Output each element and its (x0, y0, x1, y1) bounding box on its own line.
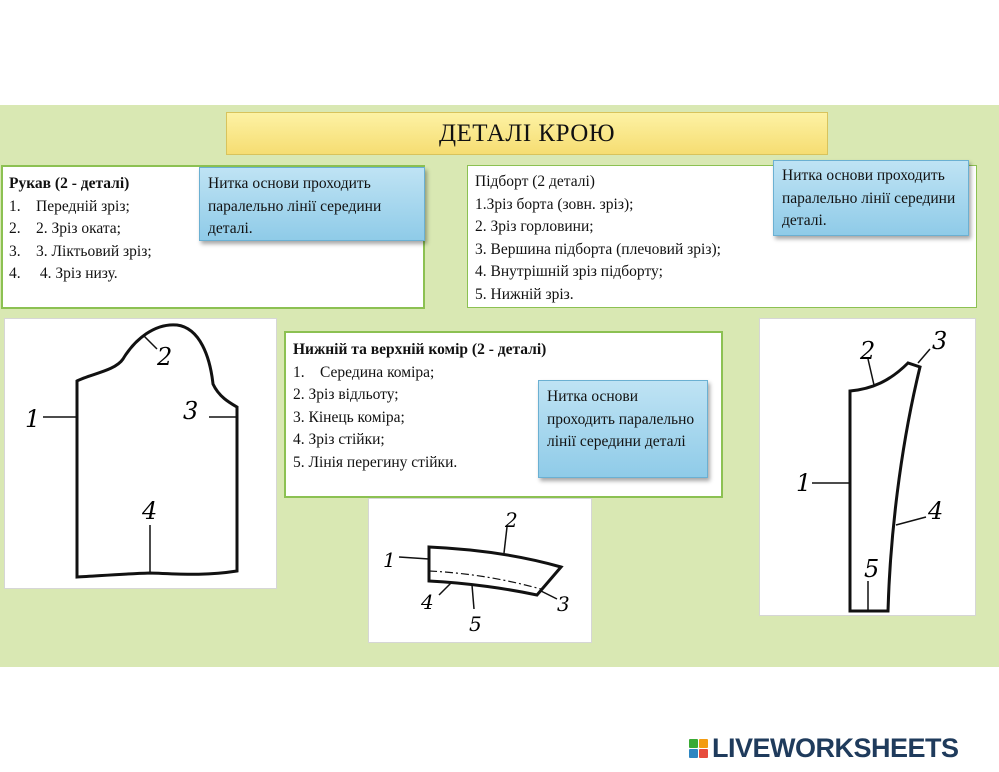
collar-label-3: 3 (557, 592, 570, 616)
sleeve-header: Рукав (2 - деталі) (9, 175, 130, 192)
facing-label-1: 1 (796, 469, 812, 497)
facing-label-4: 4 (928, 497, 944, 525)
list-item: 4. Внутрішній зріз підборту; (475, 263, 663, 280)
sleeve-label-4: 4 (142, 497, 158, 525)
sleeve-label-2: 2 (157, 343, 173, 371)
facing-header: Підборт (2 деталі) (475, 173, 595, 190)
collar-header: Нижній та верхній комір (2 - деталі) (293, 341, 547, 358)
facing-label-2: 2 (860, 337, 876, 365)
list-item: 4. Зріз стійки; (293, 431, 385, 448)
facing-label-5: 5 (864, 555, 880, 583)
logo-icon (689, 739, 708, 758)
list-item: 3. Вершина підборта (плечовий зріз); (475, 240, 721, 258)
logo-text: LIVEWORKSHEETS (712, 732, 959, 763)
list-item: 5. Нижній зріз. (475, 285, 574, 303)
facing-pattern-figure (759, 318, 976, 616)
collar-pattern-figure (368, 498, 592, 643)
collar-label-1: 1 (383, 548, 396, 572)
collar-label-4: 4 (421, 590, 434, 614)
list-item: 1. Середина коміра; (293, 363, 435, 381)
list-item: 2. 2. Зріз оката; (9, 220, 121, 237)
collar-grain-note: Нитка основи проходить паралельно лінії середини деталі (538, 380, 708, 478)
facing-label-3: 3 (932, 327, 948, 355)
list-item: 5. Лінія перегину стійки. (293, 453, 458, 471)
page-title: ДЕТАЛІ КРОЮ (226, 112, 828, 155)
list-item: 1.Зріз борта (зовн. зріз); (475, 195, 634, 213)
list-item: 2. Зріз горловини; (475, 218, 594, 235)
list-item: 1. Передній зріз; (9, 197, 130, 215)
sleeve-pattern-figure (4, 318, 277, 589)
collar-label-5: 5 (469, 612, 482, 636)
facing-outline (850, 363, 920, 611)
sleeve-grain-note: Нитка основи проходить паралельно лінії середини деталі. (199, 167, 425, 241)
sleeve-label-1: 1 (25, 405, 41, 433)
sleeve-label-3: 3 (183, 397, 199, 425)
list-item: 4. 4. Зріз низу. (9, 265, 118, 282)
list-item: 2. Зріз відльоту; (293, 386, 399, 403)
collar-outline (429, 547, 561, 595)
collar-label-2: 2 (505, 508, 518, 532)
liveworksheets-logo (689, 734, 959, 762)
list-item: 3. 3. Ліктьовий зріз; (9, 242, 152, 260)
facing-grain-note: Нитка основи проходить паралельно лінії середини деталі. (773, 160, 969, 236)
list-item: 3. Кінець коміра; (293, 408, 405, 426)
